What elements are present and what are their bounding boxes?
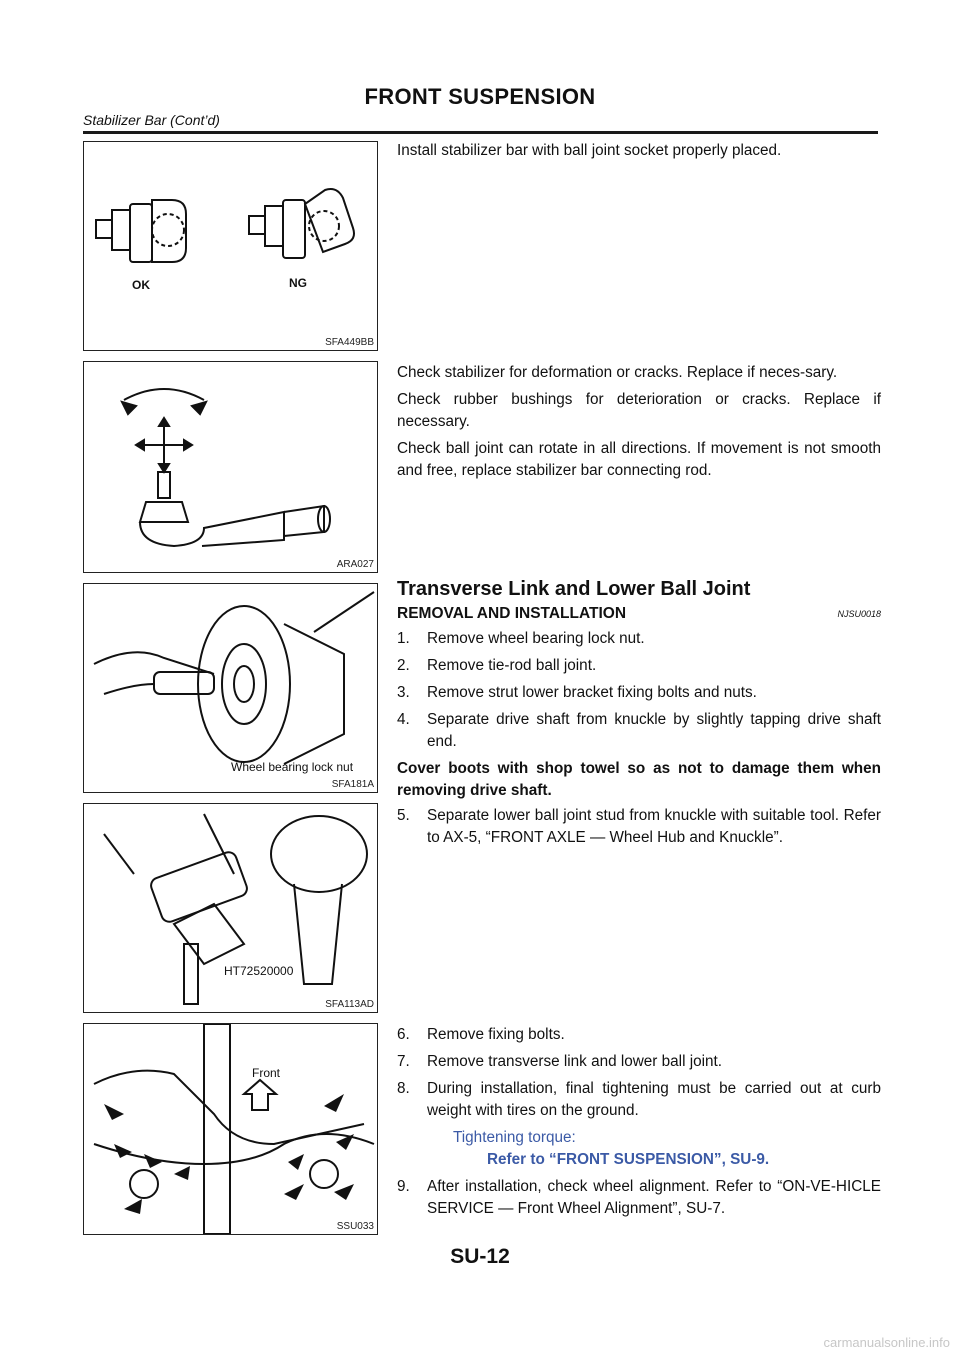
- figure-ball-joint-socket: [83, 141, 378, 351]
- removal-step-5: [397, 805, 881, 854]
- removal-steps-6-9: [397, 1024, 881, 1225]
- check-stabilizer-text: Check stabilizer for deformation or cracks. Replace if neces-sary.: [397, 364, 838, 381]
- caution-text: Cover boots with shop towel so as not to damage them when removing drive shaft.: [397, 760, 881, 799]
- watermark: carmanualsonline.info: [823, 1335, 950, 1350]
- section-title: Transverse Link and Lower Ball Joint: [397, 578, 751, 600]
- install-stabilizer-text: Install stabilizer bar with ball joint socket properly placed.: [397, 142, 782, 159]
- figure-code: SFA181A: [331, 779, 374, 790]
- figure-label-front: Front: [252, 1066, 281, 1080]
- figure-label-lock-nut: Wheel bearing lock nut: [231, 760, 354, 774]
- check-ball-joint-text: Check ball joint can rotate in all directions. If movement is not smooth and free, replace stabilizer bar connecting rod.: [397, 440, 881, 479]
- step-item: 2. Remove tie-rod ball joint.: [397, 657, 597, 674]
- figure-code: SFA449BB: [325, 337, 374, 348]
- header-divider: [83, 131, 878, 134]
- step-item: 7. Remove transverse link and lower ball joint.: [397, 1053, 723, 1070]
- section-subheading: [397, 605, 881, 623]
- figure-label-tool: HT72520000: [224, 964, 294, 978]
- check-items-block: [397, 362, 881, 487]
- install-stabilizer-text-block: [397, 140, 881, 167]
- removal-steps-1-4: [397, 628, 881, 807]
- figure-label-ng: NG: [289, 276, 307, 290]
- step-item: 1. Remove wheel bearing lock nut.: [397, 630, 645, 647]
- figure-code: SFA113AD: [325, 999, 374, 1010]
- step-item: 6. Remove fixing bolts.: [397, 1026, 565, 1043]
- step-item: 4. Separate drive shaft from knuckle by slightly tapping drive shaft end.: [397, 711, 881, 750]
- figure-code: SSU033: [336, 1221, 374, 1232]
- subheading-text: REMOVAL AND INSTALLATION: [397, 605, 627, 622]
- figure-ball-joint-separator: [83, 803, 378, 1013]
- page-title: FRONT SUSPENSION: [364, 84, 596, 109]
- ball-joint-separator-illustration: [84, 804, 377, 1012]
- ball-joint-rotation-illustration: [84, 362, 377, 572]
- section-code: NJSU0018: [837, 609, 881, 619]
- step-item: 5. Separate lower ball joint stud from knuckle with suitable tool. Refer to AX-5, “FRONT AXLE — Wheel Hub and Knuckle”.: [397, 807, 881, 846]
- step-item: 9. After installation, check wheel alignment. Refer to “ON-VE-HICLE SERVICE — Front Wheel Alignment”, SU-7.: [397, 1178, 881, 1217]
- torque-label: Tightening torque:: [453, 1129, 576, 1146]
- torque-value: Refer to “FRONT SUSPENSION”, SU-9.: [487, 1151, 770, 1168]
- figure-label-ok: OK: [132, 278, 150, 292]
- step-item: 3. Remove strut lower bracket fixing bolts and nuts.: [397, 684, 757, 701]
- page-subtitle: Stabilizer Bar (Cont’d): [83, 112, 220, 128]
- figure-ball-joint-rotation: [83, 361, 378, 573]
- figure-transverse-link-bolts: [83, 1023, 378, 1235]
- step-item: 8. During installation, final tightening must be carried out at curb weight with tires on the ground.: [397, 1080, 881, 1119]
- figure-wheel-bearing-lock-nut: [83, 583, 378, 793]
- transverse-link-illustration: [84, 1024, 377, 1234]
- ball-joint-socket-illustration: [84, 142, 377, 350]
- figure-code: ARA027: [336, 559, 374, 570]
- check-bushings-text: Check rubber bushings for deterioration or cracks. Replace if necessary.: [397, 391, 881, 430]
- page-number: SU-12: [450, 1245, 510, 1268]
